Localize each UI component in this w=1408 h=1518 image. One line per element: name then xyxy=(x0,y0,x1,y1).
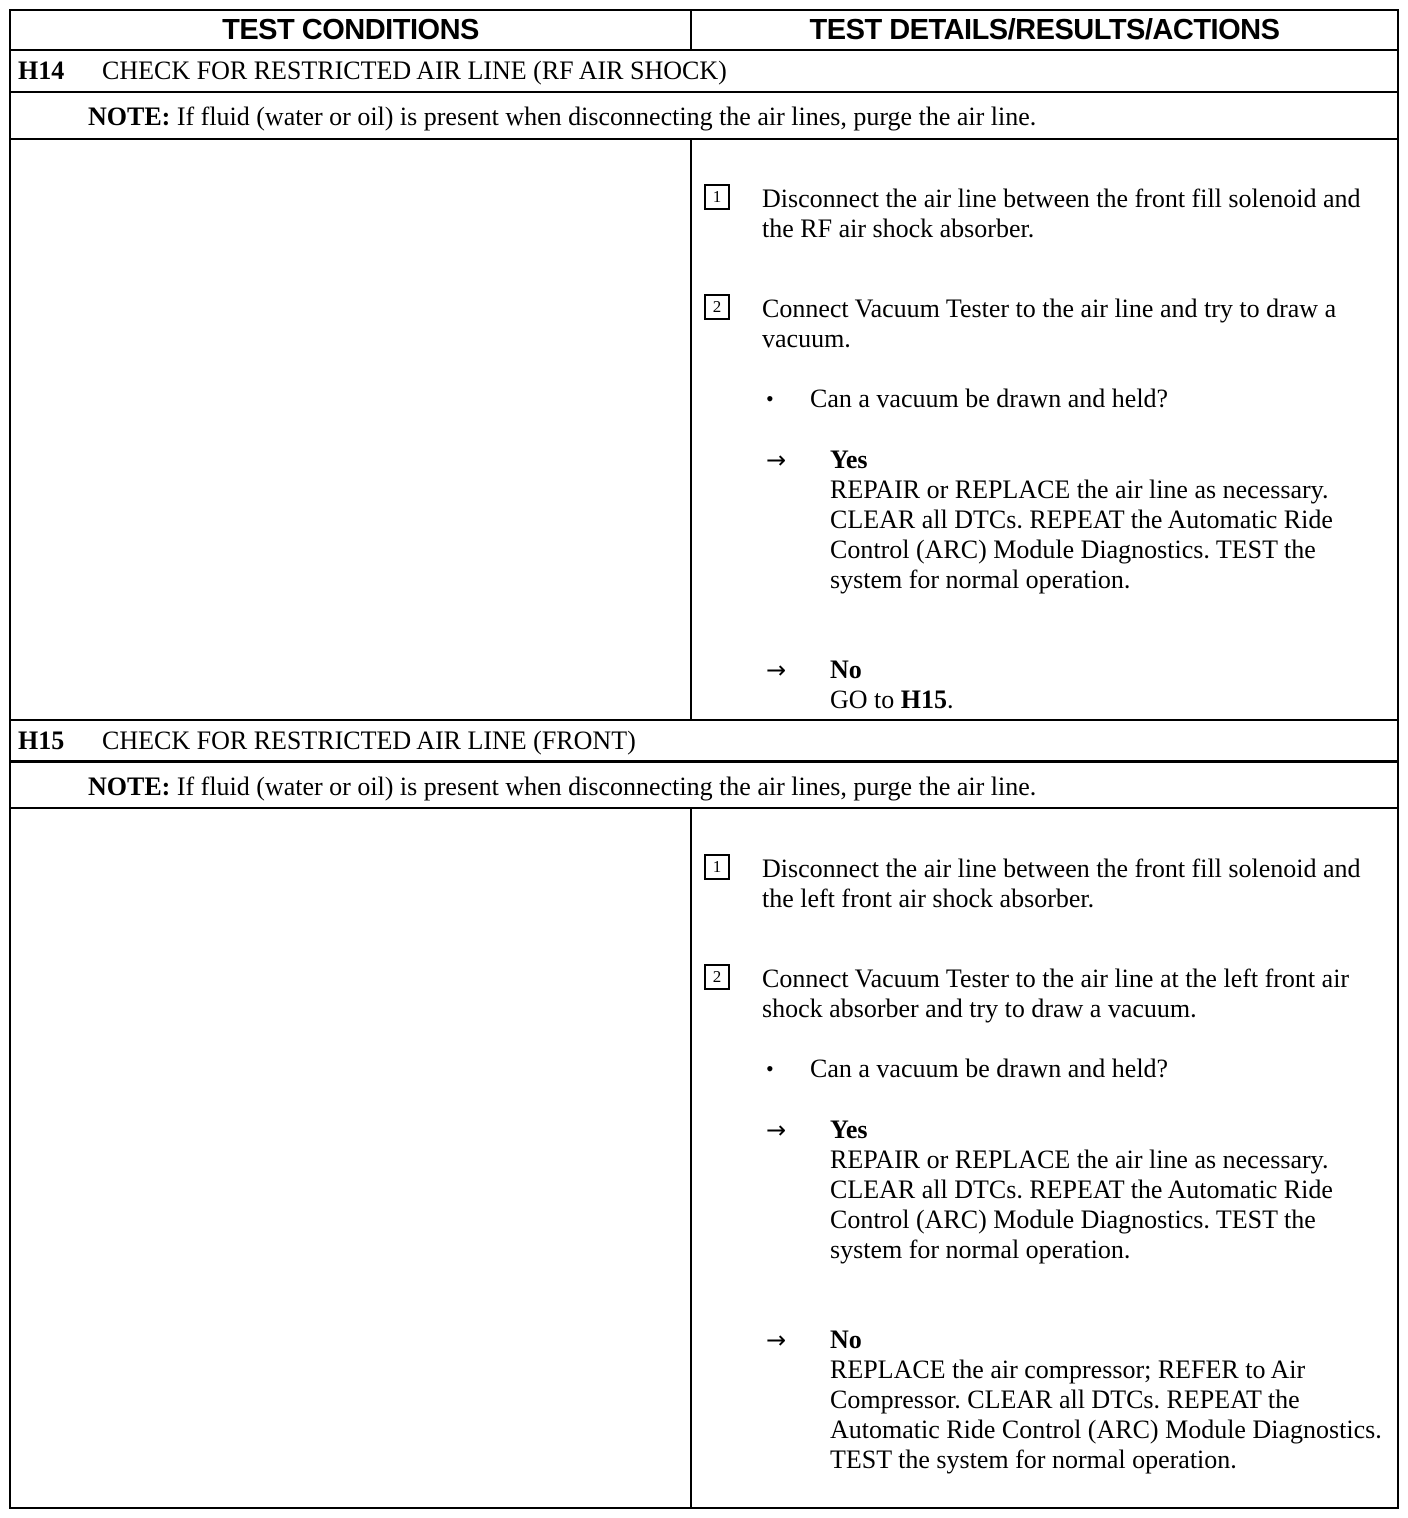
arrow-right-icon: → xyxy=(766,656,787,684)
step-text: Connect Vacuum Tester to the air line at the left front air shock absorber and try to draw a vacuum. xyxy=(762,964,1350,1023)
h14-column-divider xyxy=(690,138,692,720)
action-suffix: . xyxy=(947,685,954,714)
action-prefix: GO to xyxy=(830,685,901,714)
result-answer: No xyxy=(830,1325,862,1354)
result-action xyxy=(830,685,1390,715)
note-label: NOTE: xyxy=(88,772,171,801)
question-text: Can a vacuum be drawn and held? xyxy=(810,1054,1169,1083)
result-answer: No xyxy=(830,655,862,684)
result-action: REPAIR or REPLACE the air line as necessary. CLEAR all DTCs. REPEAT the Automatic Ride Control (ARC) Module Diagnostics. TEST the system for normal operation. xyxy=(830,1145,1333,1264)
bullet-icon: • xyxy=(766,1056,774,1081)
step-number-box: 2 xyxy=(704,964,730,990)
bullet-icon: • xyxy=(766,386,774,411)
result-answer: Yes xyxy=(830,1115,868,1144)
question-text: Can a vacuum be drawn and held? xyxy=(810,384,1169,413)
goto-step-link: H15 xyxy=(900,685,948,714)
step-text: Disconnect the air line between the front fill solenoid and the RF air shock absorber. xyxy=(762,184,1361,243)
result-answer: Yes xyxy=(830,445,868,474)
note-text: If fluid (water or oil) is present when disconnecting the air lines, purge the air line. xyxy=(176,772,1037,801)
section-title: CHECK FOR RESTRICTED AIR LINE (FRONT) xyxy=(102,726,636,755)
note-h15 xyxy=(88,765,1036,809)
note-label: NOTE: xyxy=(88,102,171,131)
section-code: H15 xyxy=(18,726,65,755)
h15-column-divider xyxy=(690,807,692,1509)
step-number-box: 2 xyxy=(704,294,730,320)
note-h14 xyxy=(88,95,1036,139)
step-number-box: 1 xyxy=(704,184,730,210)
arrow-right-icon: → xyxy=(766,446,787,474)
arrow-right-icon: → xyxy=(766,1116,787,1144)
section-title: CHECK FOR RESTRICTED AIR LINE (RF AIR SHOCK) xyxy=(102,56,727,85)
section-title-h14 xyxy=(18,51,727,91)
result-action: REPLACE the air compressor; REFER to Air Compressor. CLEAR all DTCs. REPEAT the Automatic Ride Control (ARC) Module Diagnostics. TEST the system for normal operation. xyxy=(830,1355,1382,1474)
h14-title-divider xyxy=(9,91,1399,93)
step-text: Connect Vacuum Tester to the air line and try to draw a vacuum. xyxy=(762,294,1337,353)
result-action: REPAIR or REPLACE the air line as necessary. CLEAR all DTCs. REPEAT the Automatic Ride Control (ARC) Module Diagnostics. TEST the system for normal operation. xyxy=(830,475,1333,594)
test-details-header: TEST DETAILS/RESULTS/ACTIONS xyxy=(809,14,1280,46)
arrow-right-icon: → xyxy=(766,1326,787,1354)
test-conditions-header: TEST CONDITIONS xyxy=(222,14,479,46)
note-text: If fluid (water or oil) is present when disconnecting the air lines, purge the air line. xyxy=(176,102,1037,131)
section-code: H14 xyxy=(18,56,65,85)
step-text: Disconnect the air line between the front fill solenoid and the left front air shock absorber. xyxy=(762,854,1361,913)
step-number-box: 1 xyxy=(704,854,730,880)
section-title-h15 xyxy=(18,721,636,761)
